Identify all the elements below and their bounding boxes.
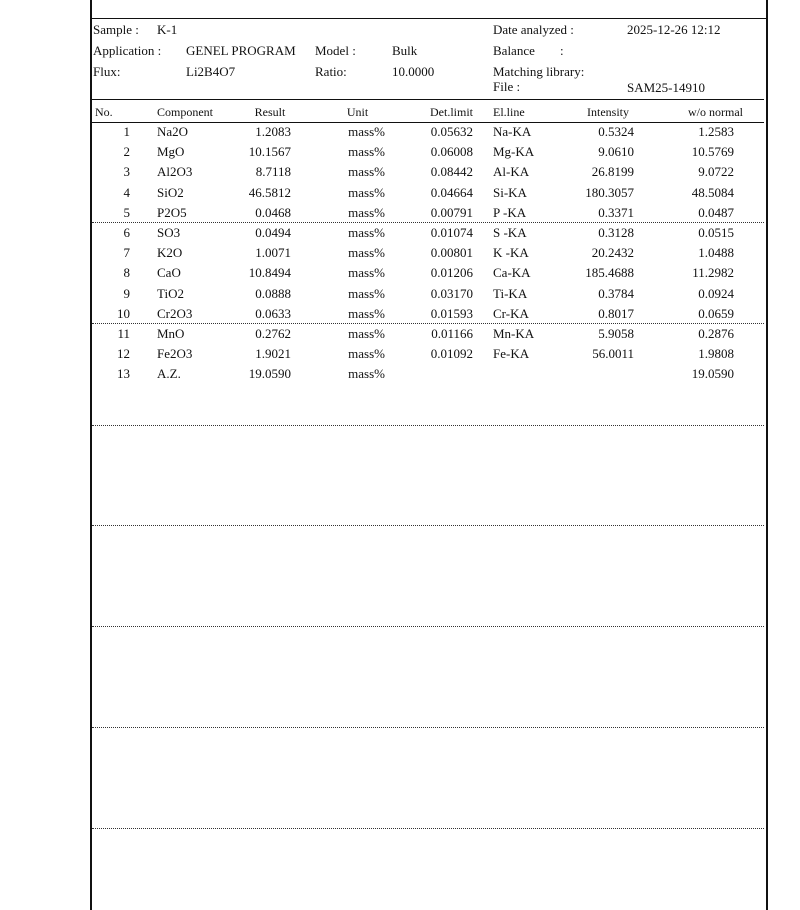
- col-det-limit-cell: 0.01074: [430, 225, 473, 240]
- ratio-value: 10.0000: [392, 64, 435, 79]
- col-det-limit-cell: 0.03170: [430, 286, 473, 301]
- col-component-cell: A.Z.: [157, 366, 181, 381]
- group-divider: [92, 525, 764, 526]
- col-intensity-cell: 0.3371: [598, 205, 634, 220]
- col-det-limit-cell: 0.00791: [430, 205, 473, 220]
- column-header-wo-normal: w/o normal: [688, 105, 743, 119]
- col-unit-cell: mass%: [348, 144, 385, 159]
- col-component-cell: Cr2O3: [157, 306, 193, 321]
- group-divider: [92, 323, 764, 324]
- col-result-cell: 19.0590: [248, 366, 291, 381]
- sample-label: Sample :: [93, 22, 139, 37]
- col-unit-cell: mass%: [348, 164, 385, 179]
- col-el-line-cell: Ca-KA: [493, 265, 531, 280]
- col-intensity-cell: 56.0011: [592, 346, 634, 361]
- col-wo-normal-cell: 48.5084: [691, 185, 734, 200]
- col-component-cell: K2O: [157, 245, 183, 260]
- col-no-cell: 11: [117, 326, 130, 341]
- col-result-cell: 10.1567: [248, 144, 291, 159]
- col-wo-normal-cell: 0.0659: [698, 306, 734, 321]
- group-divider: [92, 727, 764, 728]
- col-unit-cell: mass%: [348, 245, 385, 260]
- col-component-cell: SiO2: [157, 185, 184, 200]
- sample-value: K-1: [157, 22, 178, 37]
- header-top-rule: [90, 18, 766, 19]
- col-wo-normal-cell: 0.0515: [698, 225, 734, 240]
- model-value: Bulk: [392, 43, 418, 58]
- col-det-limit-cell: 0.04664: [430, 185, 473, 200]
- col-intensity-cell: 5.9058: [598, 326, 634, 341]
- col-wo-normal-cell: 9.0722: [698, 164, 734, 179]
- col-intensity-cell: 9.0610: [598, 144, 634, 159]
- date-value: 2025-12-26 12:12: [627, 22, 721, 37]
- model-label: Model :: [315, 43, 356, 58]
- balance-colon: :: [560, 43, 564, 58]
- group-divider: [92, 222, 764, 223]
- col-wo-normal-cell: 11.2982: [692, 265, 734, 280]
- col-unit-cell: mass%: [348, 286, 385, 301]
- col-no-cell: 6: [123, 225, 130, 240]
- col-no-cell: 10: [117, 306, 130, 321]
- col-no-cell: 1: [123, 124, 130, 139]
- col-component-cell: Al2O3: [157, 164, 193, 179]
- col-det-limit-cell: 0.01092: [430, 346, 473, 361]
- group-divider: [92, 828, 764, 829]
- flux-label: Flux:: [93, 64, 121, 79]
- col-component-cell: MnO: [157, 326, 185, 341]
- col-component-cell: MgO: [157, 144, 185, 159]
- col-unit-cell: mass%: [348, 366, 385, 381]
- column-header-el-line: El.line: [493, 105, 525, 119]
- col-wo-normal-cell: 1.0488: [698, 245, 734, 260]
- col-result-cell: 0.2762: [255, 326, 291, 341]
- col-component-cell: TiO2: [157, 286, 184, 301]
- col-det-limit-cell: 0.01206: [430, 265, 473, 280]
- col-unit-cell: mass%: [348, 326, 385, 341]
- col-component-cell: Na2O: [157, 124, 189, 139]
- col-unit-cell: mass%: [348, 185, 385, 200]
- col-wo-normal-cell: 0.0487: [698, 205, 734, 220]
- col-det-limit-cell: 0.06008: [430, 144, 473, 159]
- col-unit-cell: mass%: [348, 124, 385, 139]
- col-no-cell: 7: [123, 245, 130, 260]
- col-wo-normal-cell: 19.0590: [691, 366, 734, 381]
- col-result-cell: 0.0633: [255, 306, 291, 321]
- application-label: Application :: [93, 43, 162, 58]
- col-el-line-cell: Si-KA: [493, 185, 527, 200]
- col-result-cell: 46.5812: [248, 185, 291, 200]
- col-component-cell: P2O5: [157, 205, 187, 220]
- col-wo-normal-cell: 0.2876: [698, 326, 734, 341]
- col-det-limit-cell: 0.05632: [430, 124, 473, 139]
- col-el-line-cell: Ti-KA: [493, 286, 528, 301]
- col-el-line-cell: P -KA: [493, 205, 527, 220]
- col-wo-normal-cell: 1.2583: [698, 124, 734, 139]
- column-header-det-limit: Det.limit: [430, 105, 473, 119]
- group-divider: [92, 626, 764, 627]
- date-label: Date analyzed :: [493, 22, 574, 37]
- col-component-cell: CaO: [157, 265, 181, 280]
- column-header-unit: Unit: [346, 105, 369, 119]
- col-no-cell: 13: [117, 366, 130, 381]
- column-header-result: Result: [254, 105, 286, 119]
- col-unit-cell: mass%: [348, 225, 385, 240]
- col-result-cell: 8.7118: [255, 164, 291, 179]
- col-no-cell: 5: [123, 205, 130, 220]
- col-el-line-cell: S -KA: [493, 225, 527, 240]
- col-unit-cell: mass%: [348, 306, 385, 321]
- col-el-line-cell: Mn-KA: [493, 326, 535, 341]
- col-no-cell: 4: [123, 185, 130, 200]
- col-wo-normal-cell: 1.9808: [698, 346, 734, 361]
- col-component-cell: SO3: [157, 225, 181, 240]
- col-wo-normal-cell: 0.0924: [698, 286, 734, 301]
- col-result-cell: 1.0071: [255, 245, 291, 260]
- col-unit-cell: mass%: [348, 265, 385, 280]
- flux-value: Li2B4O7: [186, 64, 236, 79]
- col-det-limit-cell: 0.00801: [430, 245, 473, 260]
- col-no-cell: 12: [117, 346, 130, 361]
- column-header-intensity: Intensity: [587, 105, 629, 119]
- col-no-cell: 9: [123, 286, 130, 301]
- col-el-line-cell: Al-KA: [493, 164, 530, 179]
- matching-library-label: Matching library:: [493, 64, 585, 79]
- col-el-line-cell: Na-KA: [493, 124, 532, 139]
- col-det-limit-cell: 0.01166: [431, 326, 473, 341]
- col-result-cell: 0.0888: [255, 286, 291, 301]
- col-wo-normal-cell: 10.5769: [691, 144, 734, 159]
- col-intensity-cell: 0.8017: [598, 306, 634, 321]
- col-result-cell: 10.8494: [248, 265, 291, 280]
- col-result-cell: 0.0494: [255, 225, 291, 240]
- balance-label: Balance: [493, 43, 535, 58]
- group-divider: [92, 425, 764, 426]
- col-el-line-cell: Fe-KA: [493, 346, 530, 361]
- col-el-line-cell: Cr-KA: [493, 306, 529, 321]
- col-el-line-cell: K -KA: [493, 245, 529, 260]
- col-no-cell: 8: [123, 265, 130, 280]
- header-bottom-rule: [92, 122, 764, 123]
- ratio-label: Ratio:: [315, 64, 347, 79]
- application-value: GENEL PROGRAM: [186, 43, 296, 58]
- col-no-cell: 2: [123, 144, 130, 159]
- col-intensity-cell: 26.8199: [591, 164, 634, 179]
- col-result-cell: 1.9021: [255, 346, 291, 361]
- col-det-limit-cell: 0.08442: [430, 164, 473, 179]
- table-top-rule: [92, 99, 764, 100]
- col-intensity-cell: 0.5324: [598, 124, 634, 139]
- col-unit-cell: mass%: [348, 346, 385, 361]
- file-label: File :: [493, 79, 521, 94]
- col-unit-cell: mass%: [348, 205, 385, 220]
- col-intensity-cell: 185.4688: [585, 265, 634, 280]
- col-intensity-cell: 20.2432: [591, 245, 634, 260]
- file-value: SAM25-14910: [627, 80, 706, 95]
- col-det-limit-cell: 0.01593: [430, 306, 473, 321]
- column-header-no: No.: [95, 105, 113, 119]
- col-el-line-cell: Mg-KA: [493, 144, 535, 159]
- col-no-cell: 3: [123, 164, 130, 179]
- col-intensity-cell: 0.3128: [598, 225, 634, 240]
- col-intensity-cell: 0.3784: [598, 286, 634, 301]
- col-result-cell: 1.2083: [255, 124, 291, 139]
- col-component-cell: Fe2O3: [157, 346, 193, 361]
- col-intensity-cell: 180.3057: [585, 185, 634, 200]
- column-header-component: Component: [157, 105, 213, 119]
- col-result-cell: 0.0468: [255, 205, 291, 220]
